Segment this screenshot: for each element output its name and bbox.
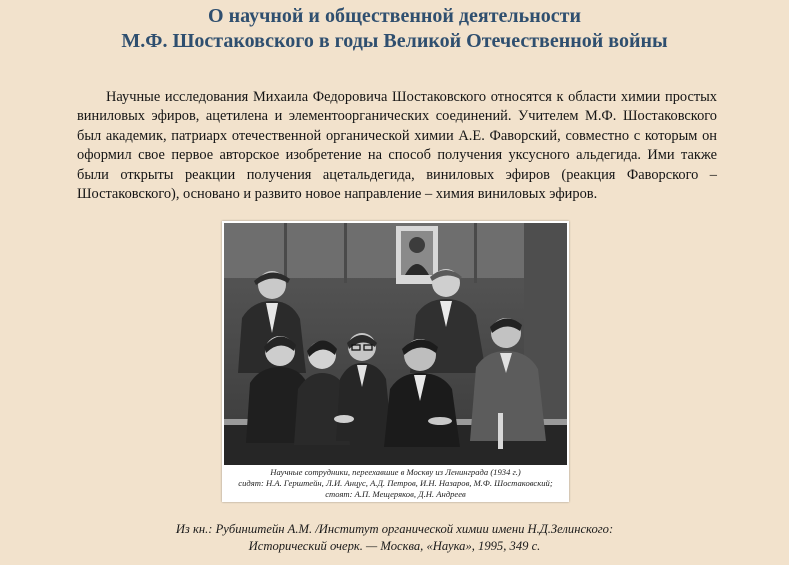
photo-caption [222,467,569,501]
biography-paragraph [77,88,717,204]
page-title-line-1: О научной и общественной деятельности [208,5,581,27]
page-title-line-2: М.Ф. Шостаковского в годы Великой Отечественной войны [121,30,668,52]
photo-caption-line-1: Научные сотрудники, переехавшие в Москву из Ленинграда (1934 г.) [270,467,521,477]
group-photo-figure [222,221,569,502]
source-citation-line-1: Из кн.: Рубинштейн А.М. /Институт органической химии имени Н.Д.Зелинского: [175,522,614,536]
source-citation-line-2: Исторический очерк. — Москва, «Наука», 1995, 349 с. [248,539,541,553]
photo-caption-line-2: сидят: Н.А. Герштейн, Л.И. Анцус, А.Д. Петров, И.Н. Назаров, М.Ф. Шостаковский; [238,478,553,489]
biography-paragraph-text: Научные исследования Михаила Федоровича Шостаковского относятся к области химии простых виниловых эфиров, ацетилена и элементоорганических соединений. Учителем М.Ф. Шостаковского был академик, патриарх отечественной органической химии А.Е. Фаворский, совместно с которым он оформил свое первое авторское изобретение на способ получения уксусного альдегида. Ими также были открыты реакции получения ацетальдегида, виниловых эфиров (реакция Фаворского – Шостаковского), основано и развито новое направление – химия виниловых эфиров. [77,89,717,203]
group-photo-illustration [224,223,567,465]
photo-caption-line-3: стоят: А.П. Мещеряков, Д.Н. Андреев [325,489,466,500]
source-citation [0,521,789,555]
page-title [0,4,789,54]
group-photo [224,223,567,465]
